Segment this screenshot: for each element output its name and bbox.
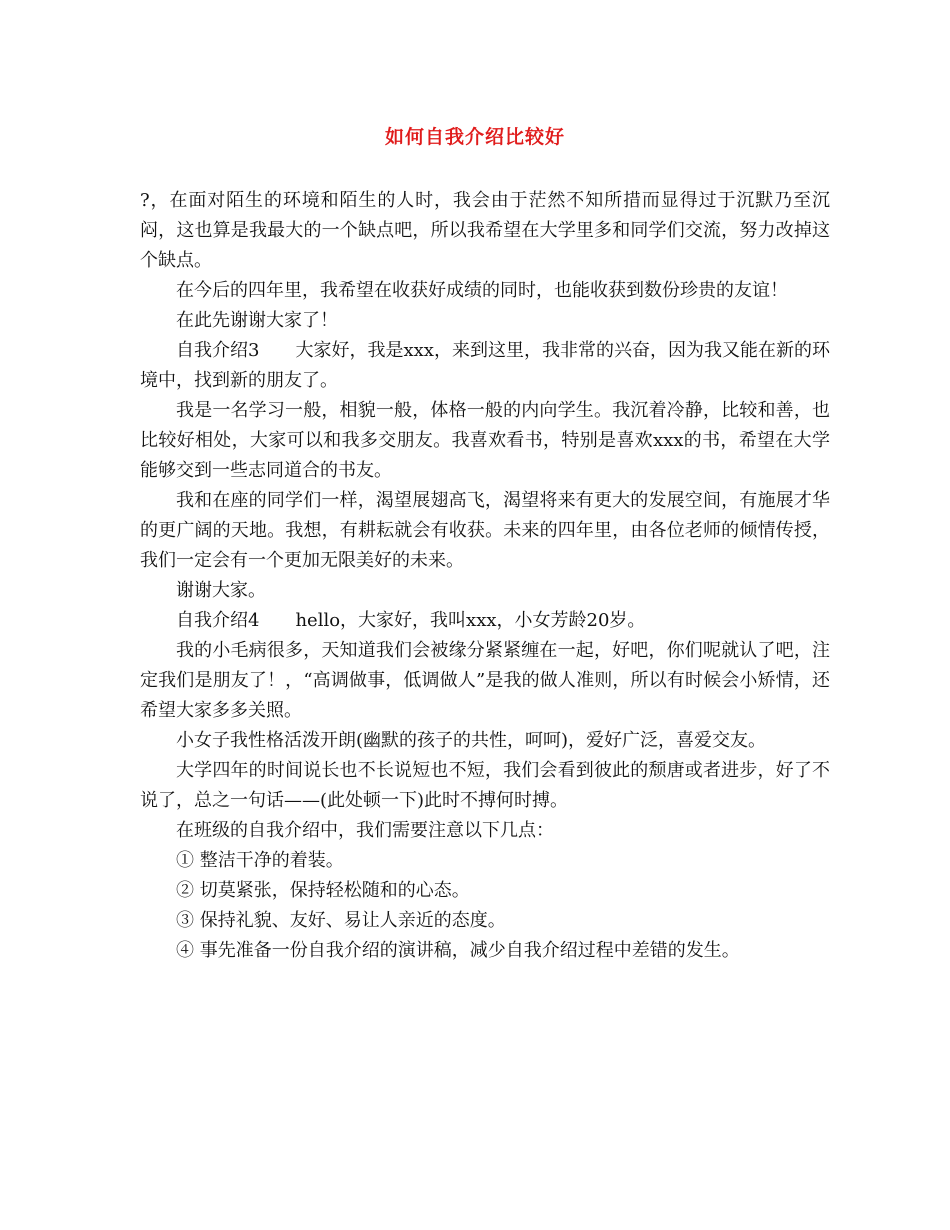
paragraph-10: 小女子我性格活泼开朗(幽默的孩子的共性，呵呵)，爱好广泛，喜爱交友。 [176,730,767,751]
paragraph-4: 自我介绍3 大家好，我是xxx，来到这里，我非常的兴奋，因为我又能在新的环境中，找到新的朋友了。 [140,340,830,391]
paragraph-11: 大学四年的时间说长也不长说短也不短，我们会看到彼此的颓唐或者进步，好了不说了，总之一句话——(此处顿一下)此时不搏何时搏。 [140,760,830,811]
paragraph-7: 谢谢大家。 [176,580,266,601]
document-body [140,186,830,966]
list-item-3: ③ 保持礼貌、友好、易让人亲近的态度。 [176,910,506,931]
paragraph-5: 我是一名学习一般，相貌一般，体格一般的内向学生。我沉着冷静，比较和善，也比较好相处，大家可以和我多交朋友。我喜欢看书，特别是喜欢xxx的书，希望在大学能够交到一些志同道合的书友。 [140,400,830,481]
paragraph-2: 在今后的四年里，我希望在收获好成绩的同时，也能收获到数份珍贵的友谊！ [176,280,788,301]
paragraph-12: 在班级的自我介绍中，我们需要注意以下几点： [176,820,554,841]
paragraph-8: 自我介绍4 hello，大家好，我叫xxx，小女芳龄20岁。 [176,610,646,631]
list-item-2: ② 切莫紧张，保持轻松随和的心态。 [176,880,470,901]
list-item-1: ① 整洁干净的着装。 [176,850,344,871]
document-title: 如何自我介绍比较好 [384,126,565,148]
paragraph-3: 在此先谢谢大家了！ [176,310,338,331]
paragraph-1: ?，在面对陌生的环境和陌生的人时，我会由于茫然不知所措而显得过于沉默乃至沉闷，这也算是我最大的一个缺点吧，所以我希望在大学里多和同学们交流，努力改掉这个缺点。 [140,190,830,271]
paragraph-6: 我和在座的同学们一样，渴望展翅高飞，渴望将来有更大的发展空间，有施展才华的更广阔的天地。我想，有耕耘就会有收获。未来的四年里，由各位老师的倾情传授，我们一定会有一个更加无限美好的未来。 [140,490,830,571]
list-item-4: ④ 事先准备一份自我介绍的演讲稿，减少自我介绍过程中差错的发生。 [176,940,740,961]
paragraph-9: 我的小毛病很多，天知道我们会被缘分紧紧缠在一起，好吧，你们呢就认了吧，注定我们是朋友了！，“高调做事，低调做人”是我的做人准则，所以有时候会小矫情，还希望大家多多关照。 [140,640,830,721]
